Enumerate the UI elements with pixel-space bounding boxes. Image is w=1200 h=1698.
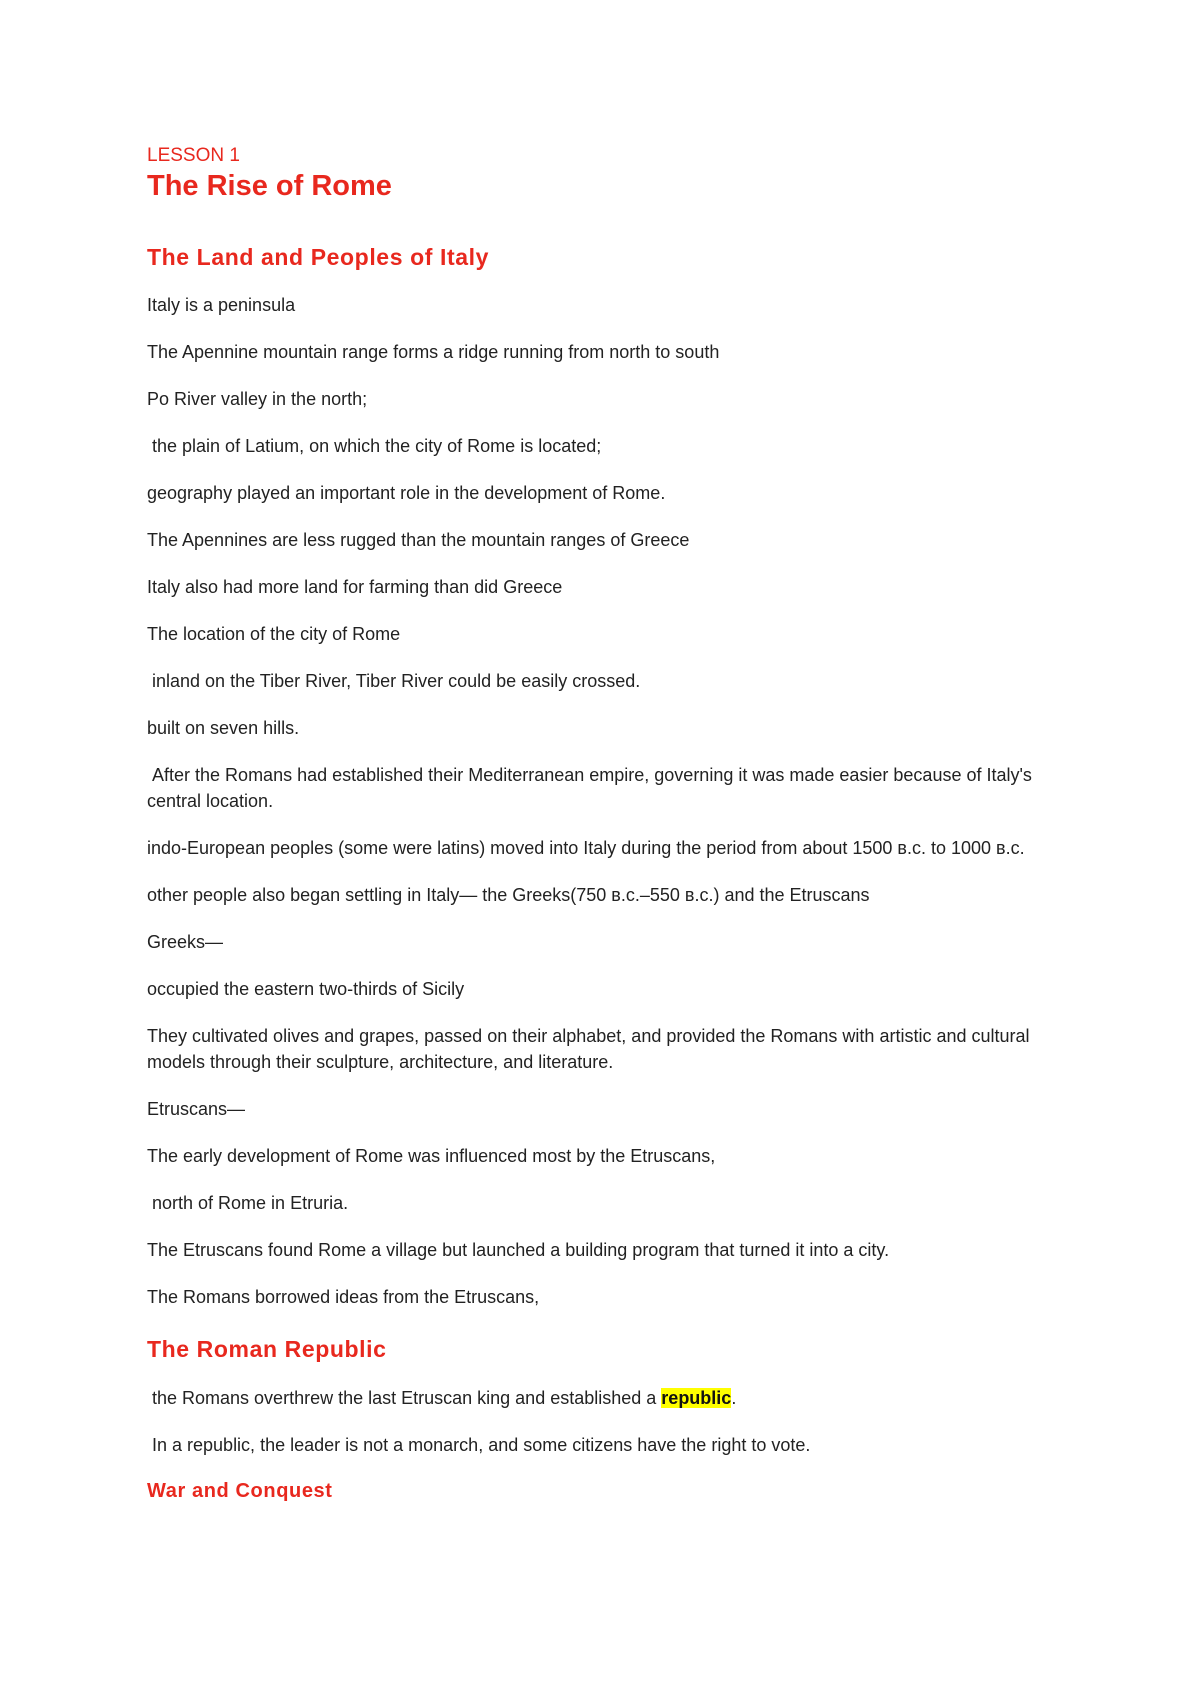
text-line: The Apennines are less rugged than the mountain ranges of Greece [147, 530, 690, 550]
text-line: north of Rome in Etruria. [147, 1193, 349, 1213]
text-line: The Apennine mountain range forms a ridge running from north to south [147, 342, 720, 362]
document-page [147, 145, 1067, 1503]
text-line: occupied the eastern two-thirds of Sicily [147, 979, 465, 999]
text-line: Italy also had more land for farming than did Greece [147, 577, 563, 597]
section-heading-roman-republic: The Roman Republic [147, 1336, 387, 1362]
highlighted-term: republic [661, 1388, 732, 1408]
text-line: geography played an important role in the development of Rome. [147, 483, 666, 503]
text-line: The location of the city of Rome [147, 624, 401, 644]
text-line: the plain of Latium, on which the city of Rome is located; [147, 436, 602, 456]
text-line: other people also began settling in Italy— the Greeks(750 в.c.–550 в.c.) and the Etruscans [147, 885, 870, 905]
text-line: Po River valley in the north; [147, 389, 368, 409]
text-line: built on seven hills. [147, 718, 300, 738]
text-line: After the Romans had established their Mediterranean empire, governing it was made easier because of Italy's central location. [147, 765, 1037, 811]
text-segment: . [731, 1388, 737, 1408]
text-line: The Etruscans found Rome a village but launched a building program that turned it into a city. [147, 1240, 890, 1260]
text-line: Etruscans— [147, 1099, 246, 1119]
text-line: They cultivated olives and grapes, passed on their alphabet, and provided the Romans with artistic and cultural models through their sculpture, architecture, and literature. [147, 1026, 1030, 1072]
lesson-title: The Rise of Rome [147, 170, 392, 202]
text-line: indo-European peoples (some were latins) moved into Italy during the period from about 1500 в.c. to 1000 в.c. [147, 838, 1025, 858]
text-segment: the Romans overthrew the last Etruscan king and established a [147, 1388, 662, 1408]
lesson-label: LESSON 1 [147, 145, 240, 166]
sub-heading-war-conquest: War and Conquest [147, 1480, 333, 1502]
text-line: Greeks— [147, 932, 224, 952]
text-line: inland on the Tiber River, Tiber River could be easily crossed. [147, 671, 641, 691]
text-line: The early development of Rome was influenced most by the Etruscans, [147, 1146, 716, 1166]
text-line-republic [147, 1385, 1067, 1411]
section-heading-land-peoples: The Land and Peoples of Italy [147, 244, 490, 270]
text-line: Italy is a peninsula [147, 295, 296, 315]
text-line: The Romans borrowed ideas from the Etruscans, [147, 1287, 540, 1307]
text-line: In a republic, the leader is not a monarch, and some citizens have the right to vote. [147, 1435, 811, 1455]
